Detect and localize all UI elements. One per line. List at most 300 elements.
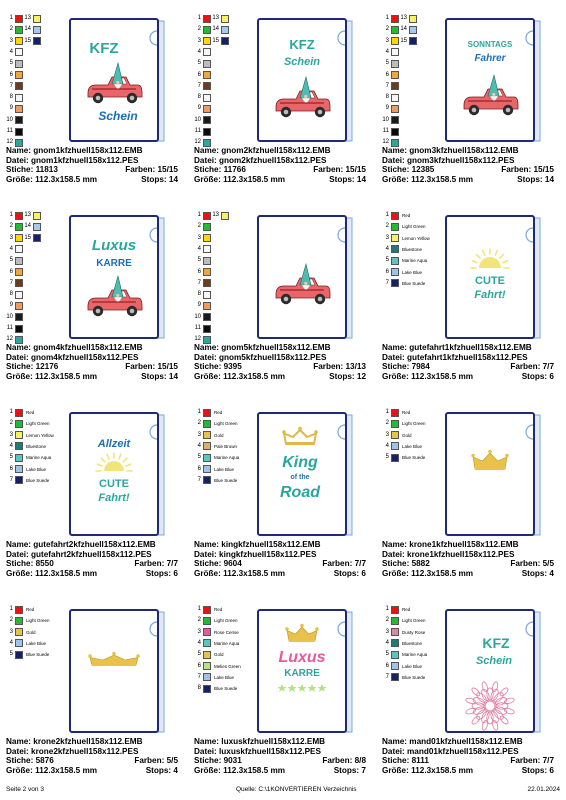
swatch-number: 10 (382, 116, 389, 123)
color-count: Farben: 5/5 (510, 559, 554, 569)
swatch-color-box (203, 223, 211, 231)
color-swatch (194, 442, 237, 451)
metadata-row (6, 353, 178, 363)
color-swatch (382, 453, 425, 462)
swatch-color-box (15, 431, 23, 439)
design-subtitle: Schein (283, 56, 321, 68)
color-swatch (6, 25, 23, 34)
color-swatch (194, 662, 241, 671)
color-swatch (6, 650, 49, 659)
color-swatch (382, 37, 399, 46)
stop-count: Stops: 14 (517, 174, 554, 184)
case-outline (446, 19, 534, 141)
metadata-row (6, 175, 178, 185)
file-name: Name: krone2kfzhuell158x112.EMB (6, 737, 143, 746)
color-swatch (382, 673, 425, 682)
design-subtitle-2: Fahrt! (98, 492, 130, 504)
swatch-color-box (203, 409, 211, 417)
swatch-number: 2 (197, 617, 201, 624)
stop-count: Stops: 7 (333, 765, 366, 775)
swatch-color-box (15, 212, 23, 220)
swatch-color-box (391, 268, 399, 276)
swatch-color-box (15, 325, 23, 333)
metadata-row (194, 540, 366, 550)
color-swatch (24, 211, 41, 220)
swatch-number: 4 (197, 639, 201, 646)
swatch-number: 5 (9, 60, 13, 67)
stop-count: Stops: 4 (521, 568, 554, 578)
swatch-number: 12 (6, 139, 13, 146)
swatch-number: 3 (9, 628, 13, 635)
design-subtitle: KARRE (96, 258, 132, 269)
color-swatch (6, 408, 34, 417)
metadata-row (382, 747, 554, 757)
swatch-color-name: Bluestone (402, 640, 423, 646)
swatch-number: 3 (385, 431, 389, 438)
swatch-color-name: Red (402, 213, 411, 218)
color-swatch (382, 93, 399, 102)
swatch-number: 6 (197, 268, 201, 275)
swatch-number: 5 (385, 257, 389, 264)
metadata-row (6, 165, 178, 175)
swatch-number: 5 (385, 60, 389, 67)
swatch-number: 4 (9, 48, 13, 55)
metadata-row (6, 559, 178, 569)
metadata-row (382, 766, 554, 776)
color-swatch (6, 453, 51, 462)
swatch-color-box (33, 37, 41, 45)
metadata-row (382, 540, 554, 550)
design-size: Größe: 112.3x158.5 mm (194, 568, 286, 578)
swatch-number: 15 (24, 37, 31, 44)
swatch-number: 4 (9, 245, 13, 252)
swatch-number: 2 (197, 26, 201, 33)
color-swatch (382, 211, 410, 220)
design-preview (68, 214, 166, 340)
swatch-color-box (203, 128, 211, 136)
swatch-color-name: Light Green (402, 224, 426, 230)
swatch-color-box (391, 223, 399, 231)
metadata-row (194, 372, 366, 382)
color-swatch (400, 14, 417, 23)
metadata-row (194, 353, 366, 363)
metadata-row (382, 343, 554, 353)
swatch-color-box (391, 673, 399, 681)
swatch-color-box (409, 26, 417, 34)
metadata-row (6, 146, 178, 156)
swatch-number: 10 (194, 313, 201, 320)
design-size: Größe: 112.3x158.5 mm (6, 174, 98, 184)
swatch-number: 10 (194, 116, 201, 123)
stop-count: Stops: 4 (145, 765, 178, 775)
swatch-color-box (391, 48, 399, 56)
swatch-color-box (15, 71, 23, 79)
swatch-number: 3 (9, 234, 13, 241)
swatch-number: 13 (212, 15, 219, 21)
swatch-number: 9 (197, 105, 201, 112)
swatch-color-box (15, 639, 23, 647)
metadata-row (6, 343, 178, 353)
swatch-color-box (203, 302, 211, 310)
swatch-color-name: Light Green (26, 421, 50, 427)
swatch-color-box (391, 628, 399, 636)
color-swatch (382, 82, 399, 91)
swatch-number: 12 (382, 139, 389, 146)
swatch-color-box (203, 431, 211, 439)
color-count: Farben: 7/7 (322, 559, 366, 569)
design-size: Größe: 112.3x158.5 mm (194, 174, 286, 184)
color-count: Farben: 15/15 (125, 165, 178, 175)
metadata-row (194, 756, 366, 766)
swatch-color-name: Lake Blue (26, 466, 47, 472)
swatch-color-box (391, 71, 399, 79)
color-swatch (194, 605, 222, 614)
color-swatch (194, 431, 224, 440)
swatch-color-name: Lake Blue (214, 674, 235, 680)
swatch-color-box (15, 15, 23, 23)
stitch-count: Stiche: 11813 (6, 165, 58, 175)
swatch-number: 7 (197, 673, 201, 680)
stop-count: Stops: 6 (333, 568, 366, 578)
stitch-count: Stiche: 12176 (6, 362, 59, 372)
swatch-number: 9 (197, 302, 201, 309)
stitch-count: Stiche: 12385 (382, 165, 435, 175)
swatch-number: 2 (9, 420, 13, 427)
swatch-number: 1 (197, 15, 201, 21)
swatch-color-name: Red (402, 607, 411, 612)
swatch-color-box (33, 212, 41, 220)
color-swatch (382, 650, 427, 659)
color-swatch (382, 639, 422, 648)
swatch-number: 11 (194, 325, 201, 331)
color-swatch (24, 25, 41, 34)
swatch-number: 4 (385, 245, 389, 252)
metadata-row (6, 756, 178, 766)
swatch-color-box (203, 313, 211, 321)
swatch-number: 4 (385, 442, 389, 449)
swatch-color-box (15, 442, 23, 450)
color-swatch (382, 279, 425, 288)
file-path: Datei: gnom2kfzhuell158x112.PES (194, 155, 327, 165)
metadata-row (194, 550, 366, 560)
swatch-color-name: Marine Aqua (214, 455, 240, 461)
swatch-color-box (203, 234, 211, 242)
swatch-number: 14 (212, 26, 219, 33)
design-metadata (194, 146, 366, 184)
swatch-color-box (221, 26, 229, 34)
swatch-number: 3 (197, 431, 201, 438)
color-swatch (382, 419, 426, 428)
metadata-row (382, 569, 554, 579)
color-swatch (194, 116, 211, 125)
stitch-count: Stiche: 8550 (6, 559, 54, 569)
swatch-color-box (391, 26, 399, 34)
swatch-color-name: Light Green (402, 618, 426, 624)
metadata-row (6, 540, 178, 550)
swatch-color-name: Rose Cerise (214, 629, 239, 635)
swatch-color-box (391, 94, 399, 102)
color-swatch (194, 14, 211, 23)
swatch-color-box (203, 105, 211, 113)
swatch-color-box (409, 15, 417, 23)
metadata-row (382, 372, 554, 382)
design-card (188, 0, 368, 190)
swatch-color-box (15, 128, 23, 136)
swatch-color-box (203, 279, 211, 287)
swatch-number: 13 (400, 15, 407, 21)
design-card (376, 197, 556, 387)
stop-count: Stops: 14 (141, 174, 178, 184)
swatch-color-name: Gold (26, 629, 36, 635)
stop-count: Stops: 14 (329, 174, 366, 184)
swatch-number: 5 (9, 651, 13, 658)
swatch-number: 2 (385, 617, 389, 624)
swatch-color-box (203, 268, 211, 276)
swatch-color-box (391, 128, 399, 136)
swatch-number: 12 (194, 336, 201, 343)
swatch-number: 1 (385, 606, 389, 612)
metadata-row (382, 550, 554, 560)
design-card (0, 394, 180, 584)
design-subtitle: Fahrt! (474, 289, 506, 301)
color-swatch (6, 222, 23, 231)
color-swatch (382, 14, 399, 23)
swatch-number: 8 (197, 685, 201, 692)
swatch-color-box (391, 420, 399, 428)
color-swatch (382, 25, 399, 34)
swatch-color-name: Light Green (214, 421, 238, 427)
color-count: Farben: 15/15 (313, 165, 366, 175)
swatch-number: 5 (197, 651, 201, 658)
swatch-number: 2 (197, 420, 201, 427)
swatch-number: 8 (385, 94, 389, 101)
swatch-color-box (15, 313, 23, 321)
swatch-color-box (203, 628, 211, 636)
swatch-color-box (203, 48, 211, 56)
color-swatch (6, 639, 46, 648)
design-card (188, 197, 368, 387)
color-count: Farben: 7/7 (510, 756, 554, 766)
swatch-number: 10 (6, 116, 13, 123)
color-swatch (6, 324, 23, 333)
swatch-number: 11 (6, 325, 13, 331)
swatch-color-name: Blue Suede (26, 652, 50, 658)
color-swatch (212, 25, 229, 34)
design-size: Größe: 112.3x158.5 mm (382, 765, 474, 775)
metadata-row (6, 362, 178, 372)
swatch-number: 2 (385, 26, 389, 33)
swatch-color-name: Blue Suede (214, 686, 238, 692)
file-name: Name: gnom5kfzhuell158x112.EMB (194, 343, 331, 352)
design-metadata (382, 737, 554, 775)
swatch-number: 1 (197, 409, 201, 415)
color-swatch (194, 104, 211, 113)
color-swatch (6, 465, 46, 474)
metadata-row (194, 146, 366, 156)
swatch-color-box (203, 476, 211, 484)
swatch-number: 12 (6, 336, 13, 343)
design-title: Luxus (91, 237, 137, 254)
swatch-color-box (15, 465, 23, 473)
design-metadata (382, 343, 554, 381)
swatch-color-box (203, 212, 211, 220)
swatch-color-box (15, 279, 23, 287)
swatch-color-box (15, 223, 23, 231)
color-swatch (6, 127, 23, 136)
color-swatch (382, 408, 410, 417)
design-title: SONNTAGS (467, 40, 513, 49)
color-swatch (6, 616, 50, 625)
swatch-number: 5 (197, 60, 201, 67)
swatch-color-box (15, 116, 23, 124)
swatch-number: 8 (197, 94, 201, 101)
swatch-number: 1 (9, 212, 13, 218)
design-subtitle-2: Road (280, 484, 320, 501)
file-path: Datei: gutefahrt1kfzhuell158x112.PES (382, 352, 528, 362)
color-swatch (6, 93, 23, 102)
case-outline (70, 413, 158, 535)
design-size: Größe: 112.3x158.5 mm (382, 568, 474, 578)
swatch-color-box (391, 454, 399, 462)
metadata-row (194, 559, 366, 569)
design-card (0, 591, 180, 781)
swatch-number: 5 (197, 454, 201, 461)
swatch-number: 3 (9, 37, 13, 44)
swatch-color-box (203, 60, 211, 68)
color-swatch (382, 71, 399, 80)
color-swatch (382, 431, 412, 440)
swatch-number: 6 (197, 662, 201, 669)
case-outline (70, 610, 158, 732)
swatch-number: 11 (6, 128, 13, 134)
design-preview (68, 17, 166, 143)
swatch-number: 3 (385, 234, 389, 241)
swatch-number: 7 (9, 476, 13, 483)
case-outline (446, 610, 534, 732)
color-swatch (382, 605, 410, 614)
swatch-color-name: Lemon Yellow (26, 432, 54, 438)
swatch-color-box (203, 639, 211, 647)
swatch-color-box (203, 116, 211, 124)
swatch-color-box (391, 15, 399, 23)
color-swatch (6, 419, 50, 428)
swatch-color-box (15, 454, 23, 462)
color-swatch (194, 127, 211, 136)
swatch-color-box (391, 37, 399, 45)
design-size: Größe: 112.3x158.5 mm (382, 174, 474, 184)
color-swatch (194, 256, 211, 265)
source-path: Quelle: C:\1KONVERTIEREN Verzeichnis (236, 786, 357, 793)
file-name: Name: gutefahrt1kfzhuell158x112.EMB (382, 343, 532, 352)
swatch-number: 8 (197, 291, 201, 298)
color-swatch (382, 616, 426, 625)
design-metadata (382, 146, 554, 184)
color-swatch (6, 279, 23, 288)
metadata-row (6, 747, 178, 757)
swatch-number: 7 (197, 82, 201, 89)
color-swatch (6, 628, 36, 637)
swatch-color-name: Lemon Yellow (402, 235, 430, 241)
stop-count: Stops: 12 (329, 371, 366, 381)
file-path: Datei: luxuskfzhuell158x112.PES (194, 746, 321, 756)
color-swatch (24, 234, 41, 243)
swatch-number: 12 (194, 139, 201, 146)
swatch-color-box (33, 223, 41, 231)
swatch-number: 4 (9, 442, 13, 449)
swatch-number: 6 (385, 662, 389, 669)
swatch-number: 6 (9, 465, 13, 472)
swatch-number: 5 (9, 257, 13, 264)
color-count: Farben: 7/7 (510, 362, 554, 372)
swatch-color-box (203, 94, 211, 102)
swatch-number: 14 (24, 223, 31, 230)
metadata-row (194, 165, 366, 175)
color-swatch (6, 605, 34, 614)
swatch-color-box (203, 673, 211, 681)
swatch-color-box (221, 15, 229, 23)
color-swatch (212, 37, 229, 46)
color-swatch (6, 476, 49, 485)
design-preview (444, 608, 542, 734)
swatch-number: 7 (385, 82, 389, 89)
design-size: Größe: 112.3x158.5 mm (194, 371, 286, 381)
swatch-color-box (203, 454, 211, 462)
color-swatch (382, 245, 422, 254)
file-name: Name: gnom4kfzhuell158x112.EMB (6, 343, 143, 352)
swatch-number: 1 (9, 15, 13, 21)
design-preview (256, 17, 354, 143)
swatch-color-box (15, 617, 23, 625)
swatch-color-name: Lake Blue (402, 269, 423, 275)
swatch-number: 1 (197, 606, 201, 612)
color-count: Farben: 15/15 (501, 165, 554, 175)
swatch-number: 4 (9, 639, 13, 646)
color-swatch (194, 465, 234, 474)
swatch-color-box (15, 257, 23, 265)
file-name: Name: kingkfzhuell158x112.EMB (194, 540, 321, 549)
metadata-row (194, 569, 366, 579)
swatch-number: 7 (197, 476, 201, 483)
color-swatch (194, 279, 211, 288)
swatch-number: 1 (197, 212, 201, 218)
color-swatch (400, 37, 417, 46)
color-swatch (194, 408, 222, 417)
metadata-row (382, 165, 554, 175)
design-card (188, 394, 368, 584)
swatch-color-box (391, 639, 399, 647)
swatch-number: 1 (9, 409, 13, 415)
swatch-number: 9 (9, 302, 13, 309)
design-metadata (382, 540, 554, 578)
swatch-number: 15 (212, 37, 219, 44)
stitch-count: Stiche: 5876 (6, 756, 54, 766)
design-metadata (6, 737, 178, 775)
swatch-color-box (391, 82, 399, 90)
swatch-color-box (203, 442, 211, 450)
color-swatch (6, 211, 23, 220)
swatch-color-box (203, 606, 211, 614)
swatch-color-box (391, 606, 399, 614)
file-name: Name: gutefahrt2kfzhuell158x112.EMB (6, 540, 156, 549)
design-preview (444, 411, 542, 537)
swatch-number: 7 (385, 673, 389, 680)
color-swatch (194, 313, 211, 322)
design-card (376, 394, 556, 584)
swatch-color-box (391, 257, 399, 265)
swatch-color-box (15, 409, 23, 417)
design-title: King (282, 454, 318, 471)
color-swatch (24, 37, 41, 46)
